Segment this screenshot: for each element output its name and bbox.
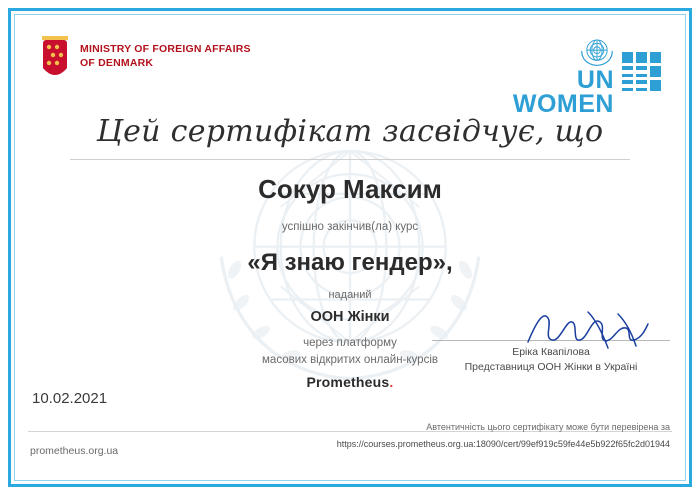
- certificate-footer: [22, 422, 678, 475]
- certificate-content: [22, 22, 678, 473]
- platform-description: масових відкритих онлайн-курсів: [262, 354, 438, 367]
- issue-date: 10.02.2021: [32, 390, 108, 407]
- signatory-title: Представниця ООН Жінки в Україні: [464, 361, 638, 373]
- signatory-name: Еріка Квапілова: [512, 346, 590, 358]
- prometheus-logo: [22, 374, 678, 390]
- verification-note: Автентичність цього сертифікату може бути перевірена за: [426, 422, 670, 432]
- un-word-women: WOMEN: [512, 89, 614, 118]
- verification-url[interactable]: https://courses.prometheus.org.ua:18090/cert/99ef919c59fe44e5b922f65fc2d01944: [336, 439, 670, 450]
- certificate-statement: Цей сертифікат засвідчує, що: [96, 114, 604, 149]
- verification-info: [337, 419, 670, 453]
- recipient-name: Сокур Максим: [258, 174, 442, 204]
- signature-block: [432, 340, 670, 373]
- issuer-name: ООН Жінки: [310, 309, 390, 325]
- ministry-line-2: OF DENMARK: [80, 57, 154, 70]
- ministry-of-foreign-affairs-logo: [22, 22, 251, 84]
- footer-site: prometheus.org.ua: [30, 445, 119, 457]
- denmark-coat-of-arms-icon: [40, 36, 70, 84]
- platform-label: через платформу: [303, 337, 397, 349]
- prometheus-logo-text: Prometheus: [306, 373, 390, 390]
- prometheus-logo-dot: .: [389, 373, 394, 390]
- un-women-logo: [513, 22, 678, 117]
- given-by-label: наданий: [328, 289, 372, 301]
- divider-top: [70, 159, 630, 160]
- certificate-header: [22, 22, 678, 118]
- un-word-un: UN: [576, 66, 614, 94]
- ministry-name: [80, 36, 251, 70]
- un-emblem-icon: [580, 34, 614, 68]
- course-name: «Я знаю гендер»,: [247, 249, 453, 276]
- handwritten-signature-icon: [522, 308, 652, 352]
- ministry-line-1: MINISTRY OF FOREIGN AFFAIRS: [80, 43, 251, 55]
- un-women-wordmark: [513, 34, 614, 117]
- un-women-logo-icon: [622, 52, 662, 98]
- completion-label: успішно закінчив(ла) курс: [281, 221, 419, 233]
